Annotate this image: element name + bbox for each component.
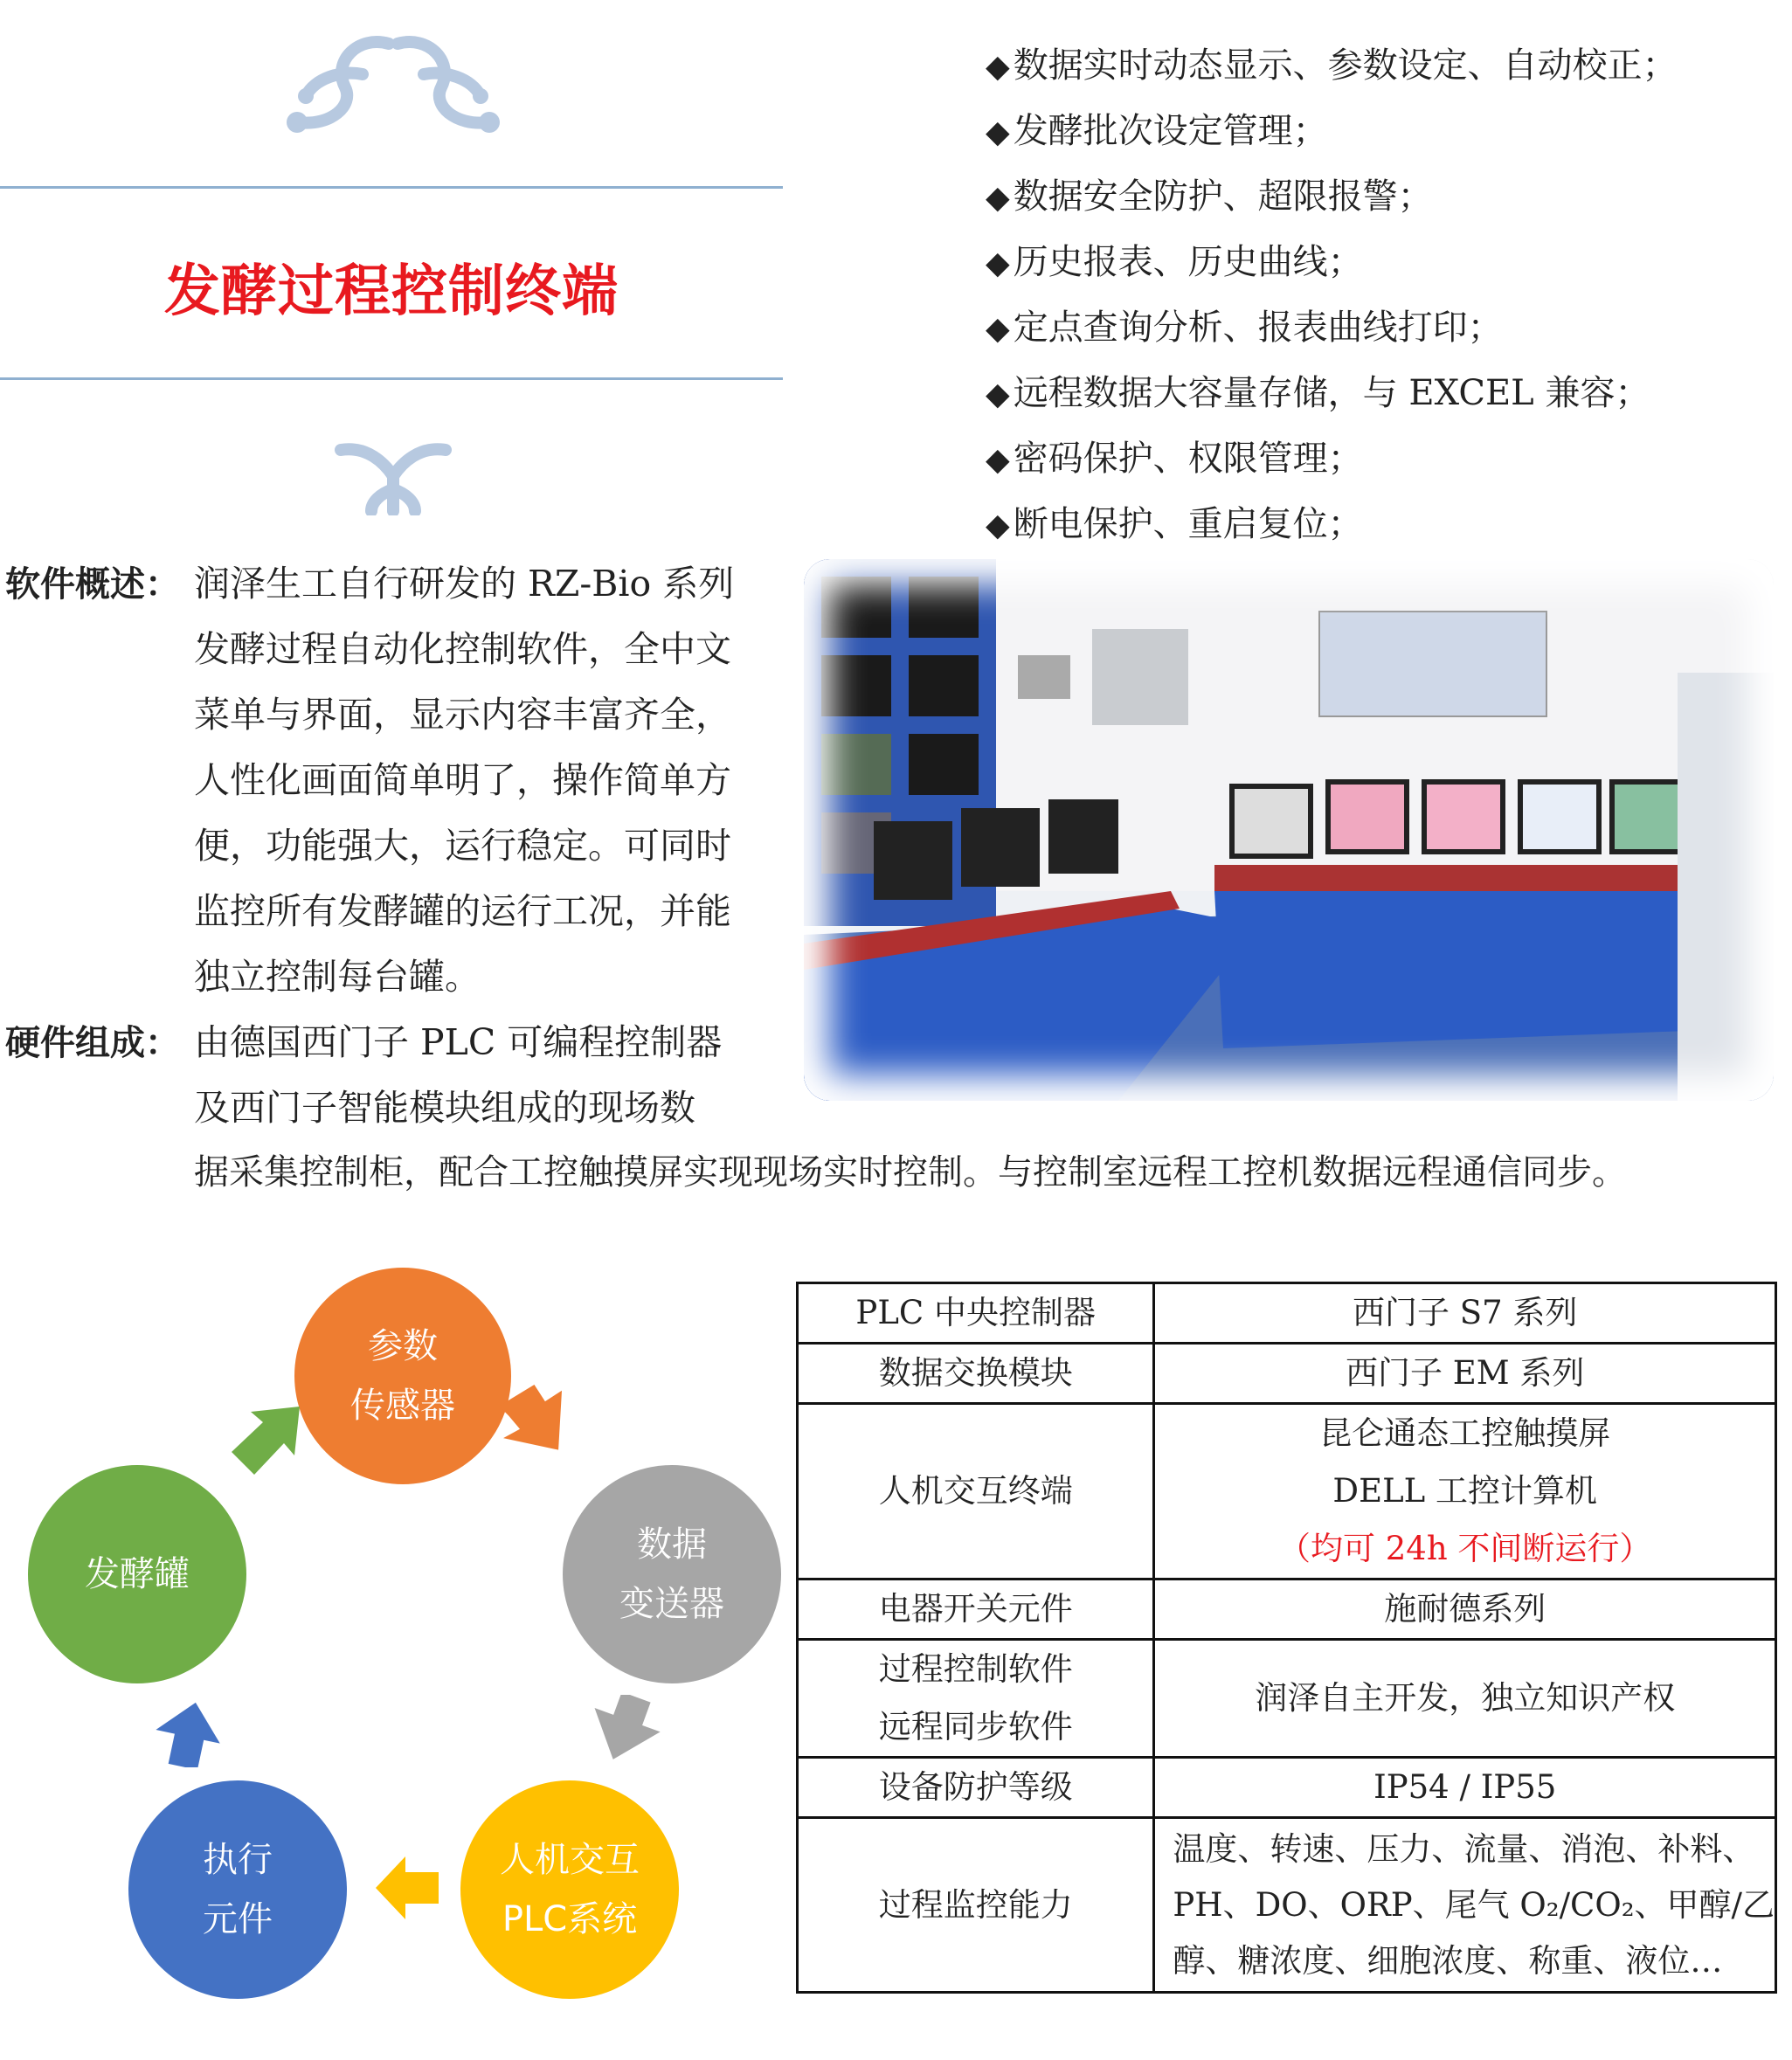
feature-item: ◆ 发酵批次设定管理； [986, 111, 1328, 151]
table-row [798, 1640, 1776, 1758]
diamond-bullet-icon: ◆ [986, 508, 1010, 543]
table-cell-label: PLC 中央控制器 [798, 1283, 1154, 1344]
table-cell-value: 温度、转速、压力、流量、消泡、补料、 PH、DO、ORP、尾气 O₂/CO₂、甲醇/乙 醇、糖浓度、细胞浓度、称重、液位… [1154, 1818, 1776, 1993]
cycle-node-transmitter: 数据 变送器 [563, 1465, 781, 1683]
flourish-ornament-top [280, 26, 507, 149]
diamond-bullet-icon: ◆ [986, 180, 1010, 216]
table-row [798, 1758, 1776, 1818]
cycle-node-actuator: 执行 元件 [128, 1780, 347, 1999]
diamond-bullet-icon: ◆ [986, 245, 1010, 281]
feature-item: ◆ 数据实时动态显示、参数设定、自动校正； [986, 45, 1678, 86]
photo-vignette [804, 559, 1774, 1101]
table-cell-label: 过程控制软件 远程同步软件 [798, 1640, 1154, 1758]
feature-list [986, 33, 1678, 557]
feature-item: ◆ 远程数据大容量存储，与 EXCEL 兼容； [986, 373, 1650, 413]
diamond-bullet-icon: ◆ [986, 442, 1010, 478]
table-cell-label: 数据交换模块 [798, 1344, 1154, 1404]
feature-item: ◆ 断电保护、重启复位； [986, 504, 1363, 544]
overview-line: 监控所有发酵罐的运行工况，并能 [194, 890, 731, 932]
table-cell-value: 昆仑通态工控触摸屏 DELL 工控计算机 （均可 24h 不间断运行） [1154, 1404, 1776, 1580]
overview-line: 人性化画面简单明了，操作简单方 [194, 759, 731, 801]
arrow-right-down-icon [498, 1385, 568, 1459]
table-row [798, 1283, 1776, 1344]
hardware-line: 及西门子智能模块组成的现场数 [194, 1087, 695, 1129]
feature-item: ◆ 历史报表、历史曲线； [986, 242, 1363, 282]
table-cell-label: 设备防护等级 [798, 1758, 1154, 1818]
page-title: 发酵过程控制终端 [164, 259, 619, 324]
table-row [798, 1404, 1776, 1580]
table-cell-value: 西门子 S7 系列 [1154, 1283, 1776, 1344]
cycle-node-fermenter: 发酵罐 [28, 1465, 246, 1683]
divider-top [0, 186, 783, 189]
table-cell-value: 施耐德系列 [1154, 1580, 1776, 1640]
table-cell-label: 电器开关元件 [798, 1580, 1154, 1640]
cycle-node-sensor: 参数 传感器 [294, 1268, 511, 1484]
cycle-node-hmi-plc: 人机交互 PLC系统 [460, 1780, 679, 1999]
overview-line: 便，功能强大，运行稳定。可同时 [194, 825, 731, 867]
uptime-note: （均可 24h 不间断运行） [1277, 1530, 1652, 1567]
feature-item: ◆ 密码保护、权限管理； [986, 439, 1363, 479]
spec-table [796, 1282, 1777, 1994]
diamond-bullet-icon: ◆ [986, 377, 1010, 412]
overview-line: 发酵过程自动化控制软件，全中文 [194, 628, 731, 670]
feature-item: ◆ 定点查询分析、报表曲线打印； [986, 308, 1503, 348]
arrow-down-icon [587, 1695, 661, 1765]
diamond-bullet-icon: ◆ [986, 49, 1010, 85]
diamond-bullet-icon: ◆ [986, 311, 1010, 347]
hardware-line: 由德国西门子 PLC 可编程控制器 [194, 1021, 723, 1063]
control-room-photo [804, 559, 1774, 1101]
table-cell-value: IP54 / IP55 [1154, 1758, 1776, 1818]
table-cell-value: 西门子 EM 系列 [1154, 1344, 1776, 1404]
arrow-left-icon [376, 1856, 439, 1919]
overview-line: 润泽生工自行研发的 RZ-Bio 系列 [194, 563, 735, 605]
overview-label: 软件概述： [5, 564, 180, 605]
table-row [798, 1344, 1776, 1404]
overview-line: 独立控制每台罐。 [194, 956, 481, 998]
table-row [798, 1818, 1776, 1993]
table-cell-label: 过程监控能力 [798, 1818, 1154, 1993]
table-cell-value: 润泽自主开发，独立知识产权 [1154, 1640, 1776, 1758]
hardware-line: 据采集控制柜，配合工控触摸屏实现现场实时控制。与控制室远程工控机数据远程通信同步。 [194, 1152, 1627, 1192]
flourish-ornament-bottom [332, 437, 454, 515]
divider-bottom [0, 377, 783, 380]
arrow-up-icon [156, 1702, 221, 1767]
table-row [798, 1580, 1776, 1640]
feature-item: ◆ 数据安全防护、超限报警； [986, 176, 1433, 217]
overview-line: 菜单与界面，显示内容丰富齐全， [194, 694, 731, 736]
hardware-label: 硬件组成： [5, 1023, 180, 1063]
table-cell-label: 人机交互终端 [798, 1404, 1154, 1580]
arrow-up-right-icon [232, 1407, 301, 1476]
diamond-bullet-icon: ◆ [986, 114, 1010, 150]
